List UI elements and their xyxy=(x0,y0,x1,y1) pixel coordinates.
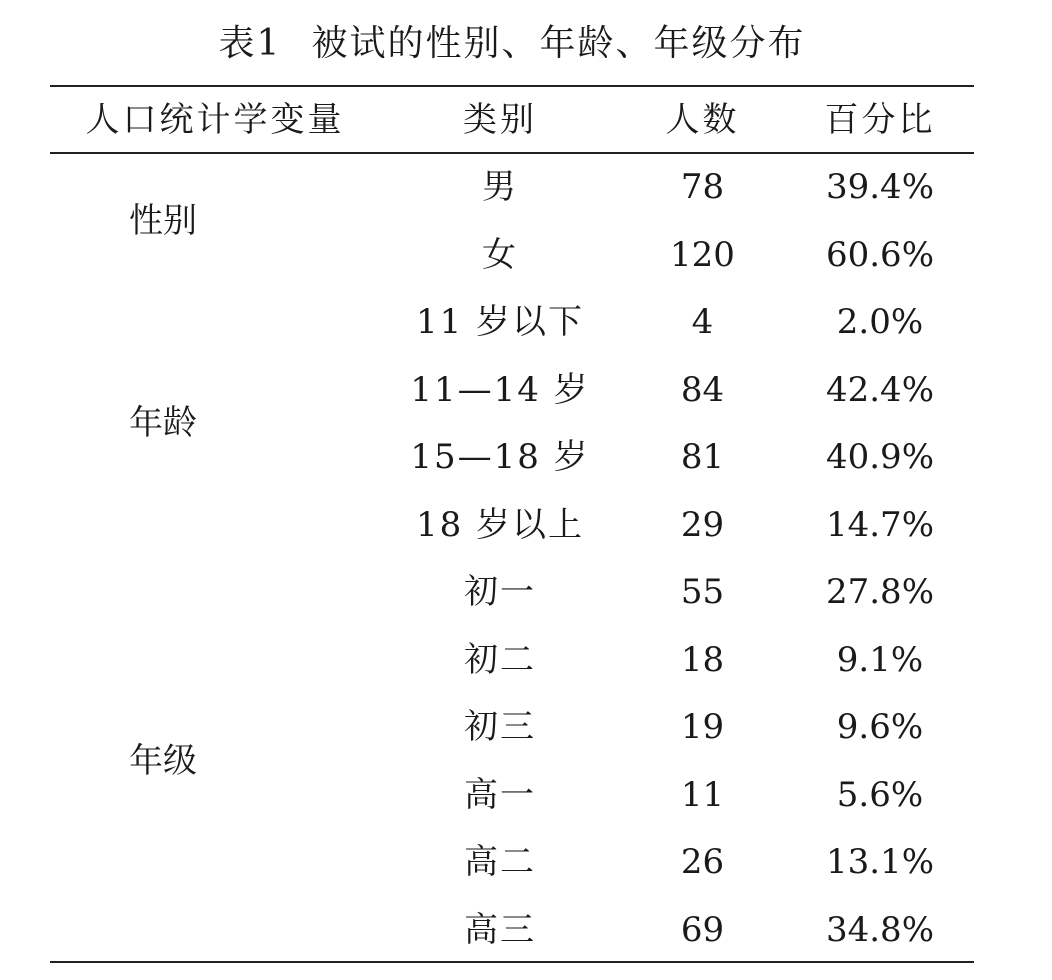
row-count: 55 xyxy=(680,572,725,612)
row-percent: 40.9% xyxy=(825,437,934,477)
group-label: 性别 xyxy=(129,201,197,241)
row-category: 高一 xyxy=(464,775,536,815)
row-percent: 27.8% xyxy=(825,572,934,612)
table-title: 被试的性别、年龄、年级分布 xyxy=(311,23,806,64)
group-label: 年龄 xyxy=(129,403,197,443)
row-category: 女 xyxy=(482,235,518,275)
row-category: 初一 xyxy=(464,572,536,612)
row-count: 11 xyxy=(680,775,725,815)
row-category: 18 岁以上 xyxy=(415,505,585,545)
row-percent: 9.1% xyxy=(836,640,924,680)
row-percent: 13.1% xyxy=(825,842,934,882)
row-category: 15—18 岁 xyxy=(410,437,590,477)
group-label: 年级 xyxy=(129,741,197,781)
top-rule xyxy=(50,85,974,87)
table-number: 表1 xyxy=(218,23,282,64)
row-count: 29 xyxy=(680,505,725,545)
row-category: 11 岁以下 xyxy=(415,302,585,342)
row-percent: 34.8% xyxy=(825,910,934,950)
row-category: 初三 xyxy=(464,707,536,747)
row-count: 4 xyxy=(691,302,714,342)
row-count: 78 xyxy=(680,167,725,207)
row-percent: 39.4% xyxy=(825,167,934,207)
row-percent: 14.7% xyxy=(825,505,934,545)
row-count: 120 xyxy=(670,235,735,275)
table-caption xyxy=(0,18,1024,70)
row-percent: 5.6% xyxy=(836,775,924,815)
header-variable: 人口统计学变量 xyxy=(85,100,345,140)
row-count: 84 xyxy=(680,370,725,410)
bottom-rule xyxy=(50,961,974,963)
row-count: 18 xyxy=(680,640,725,680)
row-category: 男 xyxy=(482,167,518,207)
row-percent: 42.4% xyxy=(825,370,934,410)
row-percent: 60.6% xyxy=(825,235,934,275)
header-count: 人数 xyxy=(665,100,740,140)
header-percent: 百分比 xyxy=(824,100,936,140)
row-category: 11—14 岁 xyxy=(410,370,590,410)
row-category: 初二 xyxy=(464,640,536,680)
row-count: 26 xyxy=(680,842,725,882)
row-percent: 2.0% xyxy=(836,302,924,342)
row-count: 69 xyxy=(680,910,725,950)
row-percent: 9.6% xyxy=(836,707,924,747)
row-count: 81 xyxy=(680,437,725,477)
row-count: 19 xyxy=(680,707,725,747)
row-category: 高三 xyxy=(464,910,536,950)
header-category: 类别 xyxy=(463,100,537,140)
row-category: 高二 xyxy=(464,842,536,882)
header-rule xyxy=(50,152,974,154)
